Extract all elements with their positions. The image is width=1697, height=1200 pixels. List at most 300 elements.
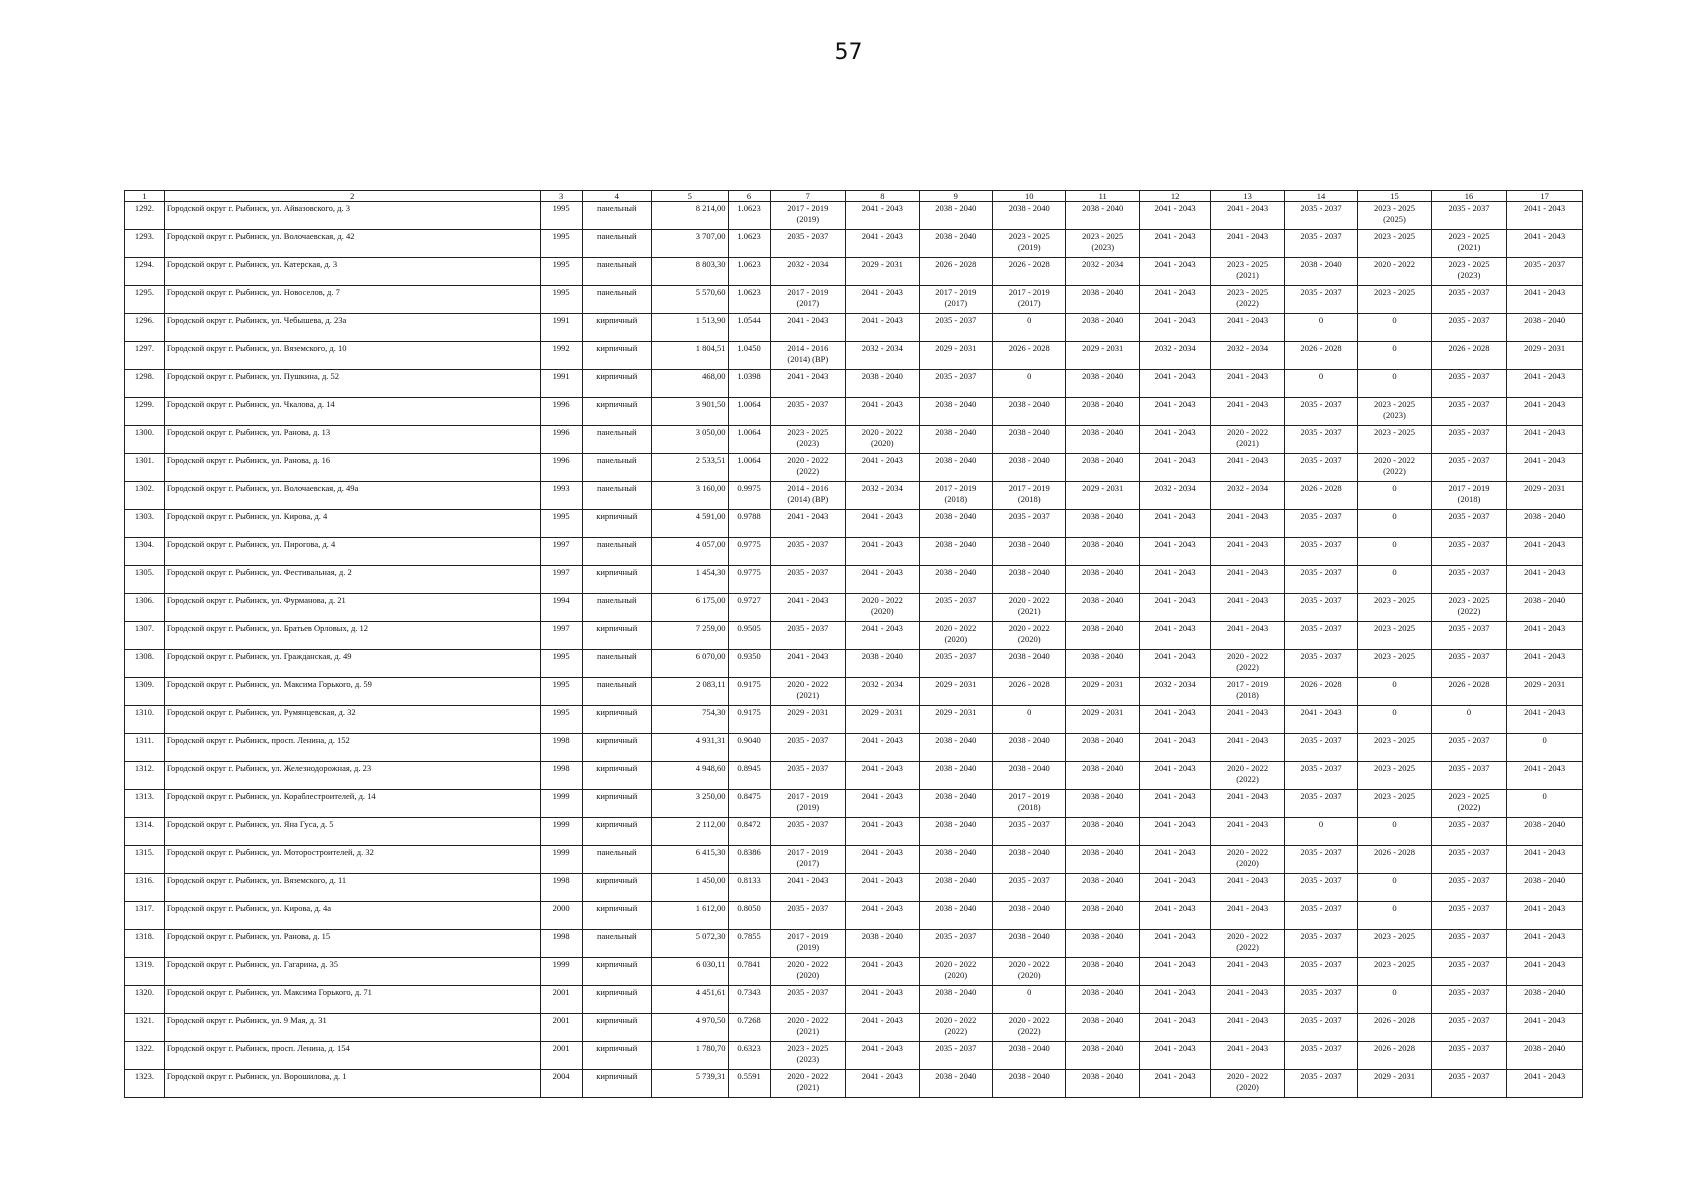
period-note: (2014) (ВР): [787, 494, 829, 504]
period-range: 2041 - 2043: [1524, 231, 1566, 241]
period-note: (2020): [1017, 970, 1041, 980]
period-range: 2038 - 2040: [935, 763, 977, 773]
period-range: 2035 - 2037: [1300, 1043, 1342, 1053]
period-cell-c13: [1211, 286, 1284, 314]
period-range: 2041 - 2043: [861, 623, 903, 633]
period-cell-c11: [1066, 398, 1139, 426]
coefficient-cell: 0.7841: [728, 958, 770, 986]
period-range: 2041 - 2043: [1154, 539, 1196, 549]
period-range: 2041 - 2043: [1227, 455, 1269, 465]
year-cell: 2001: [540, 1042, 582, 1070]
area-cell: 6 415,30: [651, 846, 728, 874]
period-range: 0: [1392, 511, 1397, 521]
column-header: 12: [1139, 191, 1210, 202]
period-range: 2026 - 2028: [1448, 679, 1490, 689]
period-cell-c7: [770, 762, 846, 790]
period-range: 2038 - 2040: [1008, 931, 1050, 941]
table-row: [125, 538, 1583, 566]
period-note: (2018): [1457, 494, 1481, 504]
period-range: 2020 - 2022: [861, 595, 903, 605]
area-cell: 4 970,50: [651, 1014, 728, 1042]
period-range: 2038 - 2040: [935, 819, 977, 829]
period-cell-c17: [1507, 874, 1583, 902]
period-range: 2020 - 2022: [1227, 931, 1269, 941]
period-cell-c17: [1507, 650, 1583, 678]
period-note: (2020): [796, 970, 820, 980]
period-cell-c8: [846, 566, 919, 594]
period-cell-c8: [846, 958, 919, 986]
period-range: 2023 - 2025: [1373, 735, 1416, 745]
period-cell-c7: [770, 230, 846, 258]
period-range: 2041 - 2043: [1524, 567, 1566, 577]
period-note: (2021): [1236, 438, 1259, 448]
period-cell-c17: [1507, 762, 1583, 790]
period-cell-c10: [993, 790, 1066, 818]
period-cell-c8: [846, 734, 919, 762]
period-cell-c15: [1358, 482, 1431, 510]
period-range: 2038 - 2040: [1082, 875, 1124, 885]
period-range: 2029 - 2031: [861, 259, 903, 269]
period-range: 2041 - 2043: [1154, 287, 1196, 297]
period-cell-c13: [1211, 734, 1284, 762]
period-cell-c13: [1211, 622, 1284, 650]
period-cell-c14: [1284, 286, 1357, 314]
period-range: 2041 - 2043: [861, 959, 903, 969]
period-cell-c17: [1507, 678, 1583, 706]
period-range: 2020 - 2022: [861, 427, 903, 437]
address-cell: Городской округ г. Рыбинск, ул. Железнодорожная, д. 23: [164, 762, 540, 790]
address-cell: Городской округ г. Рыбинск, ул. Фестивальная, д. 2: [164, 566, 540, 594]
period-range: 2023 - 2025: [1373, 791, 1416, 801]
period-range: 2041 - 2043: [861, 903, 903, 913]
period-range: 2035 - 2037: [1448, 959, 1490, 969]
year-cell: 1992: [540, 342, 582, 370]
period-cell-c10: [993, 482, 1066, 510]
column-header: 15: [1358, 191, 1431, 202]
period-range: 0: [1318, 819, 1324, 829]
header-row: [125, 191, 1583, 202]
period-cell-c8: [846, 818, 919, 846]
coefficient-cell: 0.9727: [728, 594, 770, 622]
period-range: 2023 - 2025: [1227, 287, 1269, 297]
period-cell-c16: [1431, 930, 1507, 958]
period-cell-c9: [919, 398, 992, 426]
period-cell-c17: [1507, 202, 1583, 230]
row-number: 1318.: [125, 930, 165, 958]
period-cell-c10: [993, 846, 1066, 874]
period-cell-c16: [1431, 986, 1507, 1014]
year-cell: 1999: [540, 818, 582, 846]
table-row: [125, 874, 1583, 902]
period-cell-c10: [993, 1014, 1066, 1042]
period-range: 2041 - 2043: [1154, 371, 1196, 381]
period-cell-c13: [1211, 258, 1284, 286]
period-range: 2017 - 2019: [1008, 791, 1050, 801]
row-number: 1320.: [125, 986, 165, 1014]
period-range: 2041 - 2043: [787, 511, 829, 521]
period-range: 2041 - 2043: [1154, 231, 1196, 241]
period-cell-c9: [919, 818, 992, 846]
period-range: 2038 - 2040: [935, 399, 977, 409]
material-cell: панельный: [582, 538, 651, 566]
year-cell: 1991: [540, 370, 582, 398]
period-cell-c17: [1507, 1070, 1583, 1098]
period-range: 2041 - 2043: [1154, 1043, 1196, 1053]
address-cell: Городской округ г. Рыбинск, ул. Гагарина, д. 35: [164, 958, 540, 986]
address-cell: Городской округ г. Рыбинск, ул. Румянцевская, д. 32: [164, 706, 540, 734]
period-range: 2032 - 2034: [1154, 483, 1196, 493]
area-cell: 7 259,00: [651, 622, 728, 650]
period-range: 2020 - 2022: [1227, 763, 1269, 773]
period-range: 2041 - 2043: [1524, 371, 1566, 381]
period-range: 2026 - 2028: [1300, 343, 1342, 353]
period-cell-c10: [993, 650, 1066, 678]
period-cell-c15: [1358, 762, 1431, 790]
period-range: 2041 - 2043: [1524, 847, 1566, 857]
period-range: 2041 - 2043: [1227, 567, 1269, 577]
area-cell: 468,00: [651, 370, 728, 398]
period-note: (2014) (ВР): [787, 354, 829, 364]
address-cell: Городской округ г. Рыбинск, ул. Вяземского, д. 10: [164, 342, 540, 370]
period-cell-c17: [1507, 1042, 1583, 1070]
period-cell-c16: [1431, 846, 1507, 874]
year-cell: 1995: [540, 286, 582, 314]
area-cell: 4 948,60: [651, 762, 728, 790]
period-range: 2020 - 2022: [787, 1015, 829, 1025]
coefficient-cell: 0.9775: [728, 566, 770, 594]
period-cell-c12: [1139, 426, 1210, 454]
period-range: 2041 - 2043: [1227, 623, 1269, 633]
row-number: 1310.: [125, 706, 165, 734]
period-range: 2035 - 2037: [1300, 1071, 1342, 1081]
table-row: [125, 286, 1583, 314]
period-range: 2038 - 2040: [861, 931, 903, 941]
period-cell-c10: [993, 510, 1066, 538]
period-range: 2035 - 2037: [1448, 511, 1490, 521]
period-range: 2035 - 2037: [787, 399, 829, 409]
address-cell: Городской округ г. Рыбинск, просп. Ленина, д. 152: [164, 734, 540, 762]
period-cell-c13: [1211, 230, 1284, 258]
year-cell: 1998: [540, 762, 582, 790]
period-cell-c13: [1211, 314, 1284, 342]
period-range: 2038 - 2040: [1524, 595, 1566, 605]
year-cell: 1995: [540, 258, 582, 286]
period-cell-c10: [993, 818, 1066, 846]
period-note: (2017): [796, 298, 820, 308]
period-range: 2035 - 2037: [1448, 987, 1490, 997]
column-header: 5: [651, 191, 728, 202]
period-cell-c9: [919, 1042, 992, 1070]
period-range: 2035 - 2037: [787, 987, 829, 997]
area-cell: 1 804,51: [651, 342, 728, 370]
period-range: 2041 - 2043: [1227, 875, 1269, 885]
period-cell-c12: [1139, 650, 1210, 678]
period-range: 2023 - 2025: [1373, 203, 1416, 213]
period-cell-c12: [1139, 594, 1210, 622]
material-cell: кирпичный: [582, 958, 651, 986]
period-note: (2023): [796, 438, 820, 448]
period-range: 2023 - 2025: [1373, 595, 1416, 605]
period-note: (2022): [1383, 466, 1406, 476]
period-cell-c7: [770, 342, 846, 370]
period-note: (2021): [1236, 270, 1259, 280]
period-range: 2041 - 2043: [1524, 959, 1566, 969]
period-cell-c9: [919, 762, 992, 790]
period-range: 2026 - 2028: [1300, 483, 1342, 493]
period-range: 2038 - 2040: [935, 567, 977, 577]
material-cell: кирпичный: [582, 342, 651, 370]
period-range: 2023 - 2025: [1448, 231, 1490, 241]
area-cell: 1 780,70: [651, 1042, 728, 1070]
period-note: (2023): [1457, 270, 1481, 280]
period-note: (2021): [796, 690, 820, 700]
period-cell-c10: [993, 426, 1066, 454]
area-cell: 1 454,30: [651, 566, 728, 594]
year-cell: 2004: [540, 1070, 582, 1098]
period-cell-c10: [993, 286, 1066, 314]
period-cell-c16: [1431, 370, 1507, 398]
period-cell-c11: [1066, 538, 1139, 566]
period-cell-c9: [919, 790, 992, 818]
period-cell-c14: [1284, 622, 1357, 650]
period-range: 2038 - 2040: [1524, 1043, 1566, 1053]
period-range: 2029 - 2031: [935, 679, 977, 689]
period-range: 2041 - 2043: [861, 1071, 903, 1081]
period-cell-c11: [1066, 258, 1139, 286]
period-cell-c11: [1066, 230, 1139, 258]
period-cell-c7: [770, 902, 846, 930]
period-range: 2020 - 2022: [935, 623, 977, 633]
period-cell-c16: [1431, 398, 1507, 426]
row-number: 1307.: [125, 622, 165, 650]
material-cell: панельный: [582, 202, 651, 230]
material-cell: кирпичный: [582, 706, 651, 734]
period-range: 2023 - 2025: [1448, 595, 1490, 605]
period-range: 2035 - 2037: [1300, 399, 1342, 409]
table-row: [125, 398, 1583, 426]
period-cell-c10: [993, 1070, 1066, 1098]
period-cell-c15: [1358, 314, 1431, 342]
period-range: 2038 - 2040: [1082, 763, 1124, 773]
period-range: 2035 - 2037: [1300, 791, 1342, 801]
period-cell-c13: [1211, 510, 1284, 538]
period-range: 2038 - 2040: [1008, 427, 1050, 437]
period-range: 2038 - 2040: [1008, 1043, 1050, 1053]
period-cell-c13: [1211, 1042, 1284, 1070]
year-cell: 1997: [540, 566, 582, 594]
period-cell-c16: [1431, 510, 1507, 538]
period-cell-c13: [1211, 1070, 1284, 1098]
period-cell-c16: [1431, 454, 1507, 482]
period-note: (2020): [1236, 858, 1259, 868]
period-range: 2029 - 2031: [1082, 707, 1124, 717]
period-range: 2020 - 2022: [1008, 1015, 1050, 1025]
period-range: 2041 - 2043: [861, 763, 903, 773]
coefficient-cell: 1.0623: [728, 230, 770, 258]
area-cell: 1 612,00: [651, 902, 728, 930]
period-range: 2029 - 2031: [1082, 483, 1124, 493]
period-cell-c8: [846, 930, 919, 958]
period-cell-c15: [1358, 1014, 1431, 1042]
period-cell-c9: [919, 706, 992, 734]
period-cell-c16: [1431, 734, 1507, 762]
column-header: 3: [540, 191, 582, 202]
period-cell-c15: [1358, 650, 1431, 678]
period-range: 0: [1027, 707, 1032, 717]
period-range: 2035 - 2037: [1448, 819, 1490, 829]
period-range: 2041 - 2043: [1154, 427, 1196, 437]
material-cell: панельный: [582, 930, 651, 958]
period-range: 0: [1392, 343, 1397, 353]
period-range: 2041 - 2043: [861, 735, 903, 745]
period-range: 2041 - 2043: [1154, 259, 1196, 269]
period-note: (2021): [796, 1026, 820, 1036]
period-range: 2023 - 2025: [1448, 259, 1490, 269]
period-cell-c11: [1066, 566, 1139, 594]
period-range: 2035 - 2037: [1448, 763, 1490, 773]
area-cell: 1 513,90: [651, 314, 728, 342]
row-number: 1323.: [125, 1070, 165, 1098]
period-note: (2017): [944, 298, 968, 308]
period-cell-c13: [1211, 986, 1284, 1014]
coefficient-cell: 1.0064: [728, 454, 770, 482]
period-cell-c13: [1211, 818, 1284, 846]
address-cell: Городской округ г. Рыбинск, ул. Ранова, д. 16: [164, 454, 540, 482]
period-cell-c8: [846, 258, 919, 286]
period-range: 2029 - 2031: [1524, 343, 1566, 353]
period-range: 2017 - 2019: [787, 791, 829, 801]
period-cell-c12: [1139, 762, 1210, 790]
period-range: 2017 - 2019: [787, 931, 829, 941]
period-range: 2020 - 2022: [787, 1071, 829, 1081]
period-cell-c14: [1284, 734, 1357, 762]
period-cell-c15: [1358, 790, 1431, 818]
table-body: [125, 202, 1583, 1098]
period-cell-c12: [1139, 1014, 1210, 1042]
period-cell-c9: [919, 426, 992, 454]
address-cell: Городской округ г. Рыбинск, ул. Катерская, д. 3: [164, 258, 540, 286]
area-cell: 5 570,60: [651, 286, 728, 314]
period-range: 2020 - 2022: [1373, 259, 1416, 269]
period-cell-c10: [993, 594, 1066, 622]
period-range: 2038 - 2040: [861, 651, 903, 661]
period-cell-c15: [1358, 286, 1431, 314]
period-range: 2041 - 2043: [1154, 315, 1196, 325]
period-cell-c15: [1358, 902, 1431, 930]
period-note: (2020): [1236, 1082, 1259, 1092]
material-cell: кирпичный: [582, 1070, 651, 1098]
period-cell-c7: [770, 986, 846, 1014]
period-range: 2026 - 2028: [935, 259, 977, 269]
period-cell-c16: [1431, 538, 1507, 566]
period-cell-c12: [1139, 1042, 1210, 1070]
period-note: (2019): [796, 214, 820, 224]
period-cell-c7: [770, 650, 846, 678]
period-cell-c11: [1066, 818, 1139, 846]
table-row: [125, 594, 1583, 622]
year-cell: 1999: [540, 846, 582, 874]
period-cell-c11: [1066, 202, 1139, 230]
row-number: 1312.: [125, 762, 165, 790]
period-range: 2041 - 2043: [1227, 1043, 1269, 1053]
period-range: 2023 - 2025: [1373, 287, 1416, 297]
period-range: 2038 - 2040: [1082, 567, 1124, 577]
period-range: 2038 - 2040: [935, 427, 977, 437]
period-cell-c17: [1507, 1014, 1583, 1042]
area-cell: 4 451,61: [651, 986, 728, 1014]
period-cell-c14: [1284, 314, 1357, 342]
period-range: 2032 - 2034: [861, 483, 903, 493]
period-range: 2035 - 2037: [787, 623, 829, 633]
table-row: [125, 818, 1583, 846]
column-header: 17: [1507, 191, 1583, 202]
period-range: 2038 - 2040: [1082, 987, 1124, 997]
period-cell-c15: [1358, 538, 1431, 566]
area-cell: 6 030,11: [651, 958, 728, 986]
period-range: 2038 - 2040: [1008, 455, 1050, 465]
period-cell-c10: [993, 762, 1066, 790]
period-cell-c12: [1139, 734, 1210, 762]
period-range: 2041 - 2043: [1154, 399, 1196, 409]
period-range: 2035 - 2037: [935, 651, 977, 661]
period-range: 2038 - 2040: [935, 455, 977, 465]
material-cell: панельный: [582, 258, 651, 286]
period-range: 2035 - 2037: [1448, 455, 1490, 465]
period-range: 2038 - 2040: [1008, 847, 1050, 857]
period-range: 2023 - 2025: [1373, 623, 1416, 633]
address-cell: Городской округ г. Рыбинск, ул. Чкалова, д. 14: [164, 398, 540, 426]
table-row: [125, 846, 1583, 874]
period-cell-c17: [1507, 958, 1583, 986]
material-cell: панельный: [582, 286, 651, 314]
row-number: 1299.: [125, 398, 165, 426]
period-cell-c8: [846, 1042, 919, 1070]
period-cell-c11: [1066, 482, 1139, 510]
period-cell-c9: [919, 1014, 992, 1042]
period-note: (2019): [796, 942, 820, 952]
address-cell: Городской округ г. Рыбинск, ул. Максима Горького, д. 71: [164, 986, 540, 1014]
period-note: (2019): [1017, 242, 1041, 252]
material-cell: кирпичный: [582, 762, 651, 790]
period-cell-c13: [1211, 790, 1284, 818]
period-note: (2019): [796, 802, 820, 812]
period-range: 2041 - 2043: [1524, 539, 1566, 549]
period-cell-c17: [1507, 342, 1583, 370]
period-cell-c15: [1358, 706, 1431, 734]
period-cell-c9: [919, 846, 992, 874]
period-cell-c16: [1431, 874, 1507, 902]
period-range: 2029 - 2031: [787, 707, 829, 717]
area-cell: 8 214,00: [651, 202, 728, 230]
period-range: 2041 - 2043: [861, 231, 903, 241]
period-range: 2020 - 2022: [1008, 595, 1050, 605]
address-cell: Городской округ г. Рыбинск, ул. Гражданская, д. 49: [164, 650, 540, 678]
period-cell-c9: [919, 286, 992, 314]
period-range: 2038 - 2040: [1008, 903, 1050, 913]
period-cell-c17: [1507, 622, 1583, 650]
coefficient-cell: 0.8050: [728, 902, 770, 930]
period-range: 2023 - 2025: [787, 1043, 829, 1053]
period-range: 2038 - 2040: [1082, 1015, 1124, 1025]
period-cell-c10: [993, 734, 1066, 762]
period-cell-c8: [846, 454, 919, 482]
period-range: 2035 - 2037: [787, 539, 829, 549]
year-cell: 1995: [540, 706, 582, 734]
period-range: 2023 - 2025: [1373, 931, 1416, 941]
period-range: 2038 - 2040: [1008, 399, 1050, 409]
period-cell-c14: [1284, 1070, 1357, 1098]
period-range: 2035 - 2037: [1448, 875, 1490, 885]
